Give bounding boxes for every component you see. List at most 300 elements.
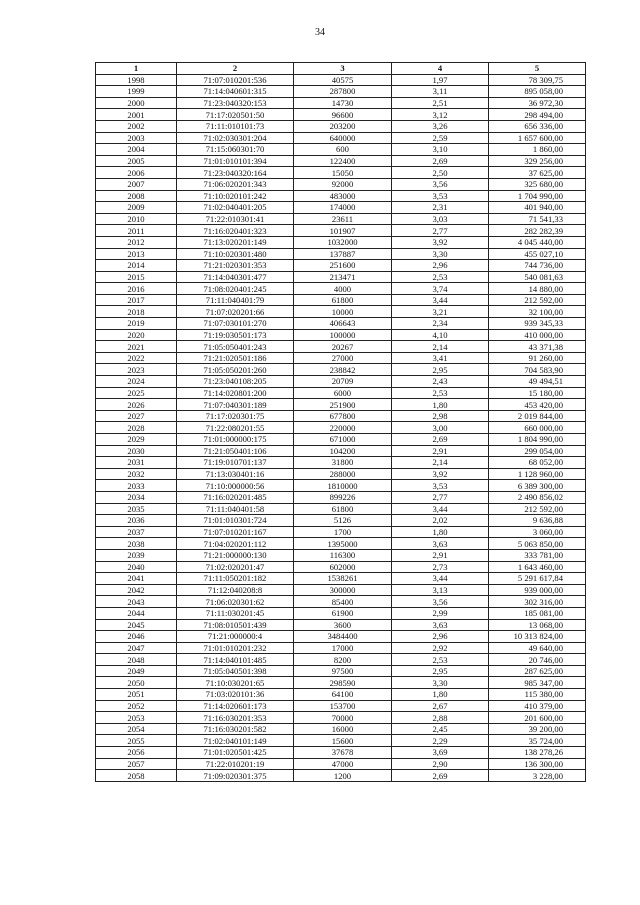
table-cell-col4: 2,96 xyxy=(392,260,489,272)
table-cell-col1: 2017 xyxy=(96,294,177,306)
table-row xyxy=(96,74,586,86)
table-row xyxy=(96,155,586,167)
table-row xyxy=(96,225,586,237)
table-cell-col3: 96600 xyxy=(294,109,392,121)
table-cell-col1: 2045 xyxy=(96,619,177,631)
table-cell-col4: 4,10 xyxy=(392,329,489,341)
table-cell-col1: 2039 xyxy=(96,549,177,561)
table-cell-col1: 2001 xyxy=(96,109,177,121)
table-cell-col1: 2043 xyxy=(96,596,177,608)
table-cell-col2: 71:07:010201:536 xyxy=(177,74,294,86)
table-cell-col3: 298590 xyxy=(294,677,392,689)
table-cell-col2: 71:21:050401:106 xyxy=(177,445,294,457)
table-row xyxy=(96,538,586,550)
table-cell-col1: 2040 xyxy=(96,561,177,573)
table-cell-col4: 3,53 xyxy=(392,190,489,202)
table-cell-col4: 2,53 xyxy=(392,271,489,283)
table-cell-col5: 13 068,00 xyxy=(489,619,586,631)
table-cell-col2: 71:08:020401:245 xyxy=(177,283,294,295)
table-cell-col2: 71:01:010201:232 xyxy=(177,642,294,654)
table-cell-col4: 2,77 xyxy=(392,491,489,503)
table-cell-col1: 2012 xyxy=(96,236,177,248)
table-cell-col2: 71:02:040101:149 xyxy=(177,735,294,747)
table-cell-col5: 656 336,00 xyxy=(489,120,586,132)
table-cell-col5: 36 972,30 xyxy=(489,97,586,109)
table-cell-col1: 2003 xyxy=(96,132,177,144)
table-cell-col5: 1 128 960,00 xyxy=(489,468,586,480)
table-cell-col1: 2020 xyxy=(96,329,177,341)
table-cell-col2: 71:02:040401:205 xyxy=(177,202,294,214)
table-cell-col2: 71:21:000000:130 xyxy=(177,549,294,561)
table-cell-col2: 71:07:020201:66 xyxy=(177,306,294,318)
table-row xyxy=(96,120,586,132)
table-cell-col2: 71:17:020301:75 xyxy=(177,410,294,422)
table-cell-col5: 15 180,00 xyxy=(489,387,586,399)
table-row xyxy=(96,596,586,608)
table-cell-col3: 671000 xyxy=(294,434,392,446)
table-row xyxy=(96,642,586,654)
table-row xyxy=(96,422,586,434)
table-cell-col2: 71:11:030201:45 xyxy=(177,607,294,619)
table-row xyxy=(96,410,586,422)
table-cell-col3: 288000 xyxy=(294,468,392,480)
table-row xyxy=(96,190,586,202)
table-cell-col1: 2026 xyxy=(96,399,177,411)
table-cell-col2: 71:01:010301:724 xyxy=(177,515,294,527)
table-cell-col5: 302 316,00 xyxy=(489,596,586,608)
table-cell-col3: 1700 xyxy=(294,526,392,538)
table-cell-col4: 3,13 xyxy=(392,584,489,596)
column-header: 5 xyxy=(489,63,586,75)
table-cell-col5: 2 019 844,00 xyxy=(489,410,586,422)
table-cell-col4: 2,90 xyxy=(392,758,489,770)
table-cell-col4: 3,92 xyxy=(392,236,489,248)
table-row xyxy=(96,329,586,341)
table-cell-col5: 744 736,00 xyxy=(489,260,586,272)
table-cell-col2: 71:01:000000:175 xyxy=(177,434,294,446)
table-cell-col3: 213471 xyxy=(294,271,392,283)
table-cell-col2: 71:03:020101:36 xyxy=(177,689,294,701)
table-cell-col1: 2005 xyxy=(96,155,177,167)
table-cell-col5: 2 490 856,02 xyxy=(489,491,586,503)
table-cell-col1: 2041 xyxy=(96,573,177,585)
table-cell-col2: 71:21:020501:186 xyxy=(177,352,294,364)
table-cell-col3: 17000 xyxy=(294,642,392,654)
table-cell-col4: 1,80 xyxy=(392,689,489,701)
table-cell-col4: 2,69 xyxy=(392,770,489,782)
table-cell-col5: 138 278,26 xyxy=(489,747,586,759)
table-cell-col4: 3,63 xyxy=(392,538,489,550)
table-cell-col1: 2033 xyxy=(96,480,177,492)
table-cell-col3: 104200 xyxy=(294,445,392,457)
table-cell-col3: 100000 xyxy=(294,329,392,341)
table-cell-col5: 939 345,33 xyxy=(489,318,586,330)
table-cell-col2: 71:16:020201:485 xyxy=(177,491,294,503)
table-cell-col3: 600 xyxy=(294,144,392,156)
table-cell-col3: 97500 xyxy=(294,665,392,677)
table-cell-col2: 71:22:010201:19 xyxy=(177,758,294,770)
table-cell-col5: 43 371,38 xyxy=(489,341,586,353)
table-cell-col5: 115 380,00 xyxy=(489,689,586,701)
table-row xyxy=(96,747,586,759)
table-cell-col3: 27000 xyxy=(294,352,392,364)
table-cell-col3: 483000 xyxy=(294,190,392,202)
table-row xyxy=(96,144,586,156)
table-cell-col2: 71:21:000000:4 xyxy=(177,631,294,643)
table-cell-col2: 71:16:030201:353 xyxy=(177,712,294,724)
table-cell-col4: 2,53 xyxy=(392,654,489,666)
table-cell-col4: 3,56 xyxy=(392,178,489,190)
table-row xyxy=(96,86,586,98)
table-cell-col4: 3,53 xyxy=(392,480,489,492)
table-cell-col2: 71:19:010701:137 xyxy=(177,457,294,469)
column-header: 2 xyxy=(177,63,294,75)
table-cell-col1: 2011 xyxy=(96,225,177,237)
table-cell-col3: 3600 xyxy=(294,619,392,631)
table-cell-col1: 2044 xyxy=(96,607,177,619)
table-cell-col3: 23611 xyxy=(294,213,392,225)
table-cell-col2: 71:23:040320:153 xyxy=(177,97,294,109)
table-row xyxy=(96,283,586,295)
table-cell-col1: 2046 xyxy=(96,631,177,643)
table-cell-col4: 3,74 xyxy=(392,283,489,295)
table-cell-col1: 2047 xyxy=(96,642,177,654)
table-cell-col5: 37 625,00 xyxy=(489,167,586,179)
table-cell-col4: 2,77 xyxy=(392,225,489,237)
table-cell-col1: 1999 xyxy=(96,86,177,98)
table-cell-col1: 2014 xyxy=(96,260,177,272)
page-number: 34 xyxy=(315,27,325,38)
table-cell-col4: 2,91 xyxy=(392,549,489,561)
table-cell-col4: 2,98 xyxy=(392,410,489,422)
table-cell-col5: 895 058,00 xyxy=(489,86,586,98)
table-cell-col2: 71:16:030201:582 xyxy=(177,723,294,735)
table-row xyxy=(96,549,586,561)
table-row xyxy=(96,654,586,666)
table-cell-col4: 1,97 xyxy=(392,74,489,86)
table-cell-col3: 116300 xyxy=(294,549,392,561)
table-cell-col4: 3,44 xyxy=(392,503,489,515)
table-cell-col3: 1395000 xyxy=(294,538,392,550)
table-cell-col4: 3,69 xyxy=(392,747,489,759)
table-cell-col1: 2006 xyxy=(96,167,177,179)
table-cell-col1: 2031 xyxy=(96,457,177,469)
table-cell-col4: 2,50 xyxy=(392,167,489,179)
table-cell-col3: 3484400 xyxy=(294,631,392,643)
table-cell-col3: 61800 xyxy=(294,503,392,515)
table-cell-col5: 32 100,00 xyxy=(489,306,586,318)
table-cell-col3: 406643 xyxy=(294,318,392,330)
table-cell-col3: 40575 xyxy=(294,74,392,86)
table-cell-col5: 540 081,63 xyxy=(489,271,586,283)
table-cell-col1: 2022 xyxy=(96,352,177,364)
table-cell-col2: 71:10:020101:242 xyxy=(177,190,294,202)
table-cell-col5: 939 000,00 xyxy=(489,584,586,596)
table-cell-col2: 71:22:010301:41 xyxy=(177,213,294,225)
table-cell-col1: 2035 xyxy=(96,503,177,515)
table-cell-col5: 3 228,00 xyxy=(489,770,586,782)
table-cell-col3: 5126 xyxy=(294,515,392,527)
table-cell-col4: 3,63 xyxy=(392,619,489,631)
table-row xyxy=(96,491,586,503)
table-cell-col1: 2025 xyxy=(96,387,177,399)
table-cell-col5: 10 313 824,00 xyxy=(489,631,586,643)
table-cell-col5: 20 746,00 xyxy=(489,654,586,666)
table-cell-col2: 71:17:020501:50 xyxy=(177,109,294,121)
table-cell-col4: 3,11 xyxy=(392,86,489,98)
table-row xyxy=(96,584,586,596)
table-cell-col3: 14730 xyxy=(294,97,392,109)
table-cell-col2: 71:07:030101:270 xyxy=(177,318,294,330)
table-row xyxy=(96,294,586,306)
table-row xyxy=(96,700,586,712)
table-row xyxy=(96,364,586,376)
table-cell-col3: 251600 xyxy=(294,260,392,272)
table-row xyxy=(96,306,586,318)
table-row xyxy=(96,167,586,179)
table-cell-col1: 2051 xyxy=(96,689,177,701)
table-cell-col1: 2054 xyxy=(96,723,177,735)
table-cell-col3: 238842 xyxy=(294,364,392,376)
table-cell-col4: 3,03 xyxy=(392,213,489,225)
table-cell-col1: 2037 xyxy=(96,526,177,538)
table-cell-col1: 2030 xyxy=(96,445,177,457)
table-cell-col3: 1810000 xyxy=(294,480,392,492)
column-header: 4 xyxy=(392,63,489,75)
land-plot-table xyxy=(95,62,586,782)
table-cell-col5: 91 260,00 xyxy=(489,352,586,364)
table-cell-col2: 71:16:020401:323 xyxy=(177,225,294,237)
table-cell-col4: 3,56 xyxy=(392,596,489,608)
table-cell-col4: 2,73 xyxy=(392,561,489,573)
table-cell-col1: 2018 xyxy=(96,306,177,318)
table-cell-col2: 71:15:060301:70 xyxy=(177,144,294,156)
table-row xyxy=(96,735,586,747)
table-row xyxy=(96,770,586,782)
table-cell-col5: 282 282,39 xyxy=(489,225,586,237)
table-row xyxy=(96,677,586,689)
table-cell-col1: 2002 xyxy=(96,120,177,132)
table-cell-col5: 1 860,00 xyxy=(489,144,586,156)
table-cell-col1: 2048 xyxy=(96,654,177,666)
table-cell-col2: 71:14:020801:200 xyxy=(177,387,294,399)
table-cell-col5: 1 704 990,00 xyxy=(489,190,586,202)
table-cell-col1: 2010 xyxy=(96,213,177,225)
table-cell-col3: 300000 xyxy=(294,584,392,596)
table-cell-col3: 1538261 xyxy=(294,573,392,585)
table-cell-col3: 4000 xyxy=(294,283,392,295)
table-cell-col3: 16000 xyxy=(294,723,392,735)
table-cell-col4: 2,14 xyxy=(392,341,489,353)
table-cell-col4: 2,96 xyxy=(392,631,489,643)
table-cell-col2: 71:11:010101:73 xyxy=(177,120,294,132)
table-cell-col5: 14 880,00 xyxy=(489,283,586,295)
table-cell-col3: 47000 xyxy=(294,758,392,770)
table-cell-col4: 2,14 xyxy=(392,457,489,469)
table-cell-col2: 71:01:010101:394 xyxy=(177,155,294,167)
table-row xyxy=(96,445,586,457)
table-cell-col1: 2057 xyxy=(96,758,177,770)
table-cell-col2: 71:19:030501:173 xyxy=(177,329,294,341)
table-row xyxy=(96,561,586,573)
table-row xyxy=(96,758,586,770)
table-cell-col5: 4 045 440,00 xyxy=(489,236,586,248)
table-cell-col2: 71:11:050201:182 xyxy=(177,573,294,585)
table-cell-col3: 220000 xyxy=(294,422,392,434)
table-cell-col4: 2,02 xyxy=(392,515,489,527)
table-row xyxy=(96,97,586,109)
table-cell-col2: 71:05:040501:398 xyxy=(177,665,294,677)
table-cell-col3: 153700 xyxy=(294,700,392,712)
table-cell-col4: 3,44 xyxy=(392,294,489,306)
table-cell-col3: 31800 xyxy=(294,457,392,469)
table-cell-col5: 453 420,00 xyxy=(489,399,586,411)
table-cell-col5: 985 347,00 xyxy=(489,677,586,689)
table-cell-col4: 2,45 xyxy=(392,723,489,735)
table-cell-col2: 71:10:030201:65 xyxy=(177,677,294,689)
table-cell-col3: 1032000 xyxy=(294,236,392,248)
table-cell-col5: 212 592,00 xyxy=(489,294,586,306)
table-row xyxy=(96,399,586,411)
table-cell-col3: 251900 xyxy=(294,399,392,411)
table-cell-col3: 899226 xyxy=(294,491,392,503)
table-row xyxy=(96,665,586,677)
table-row xyxy=(96,178,586,190)
table-cell-col2: 71:02:030301:204 xyxy=(177,132,294,144)
table-cell-col1: 2028 xyxy=(96,422,177,434)
table-cell-col1: 1998 xyxy=(96,74,177,86)
table-cell-col1: 2000 xyxy=(96,97,177,109)
table-cell-col3: 1200 xyxy=(294,770,392,782)
table-cell-col4: 2,59 xyxy=(392,132,489,144)
table-cell-col5: 71 541,33 xyxy=(489,213,586,225)
table-cell-col1: 2029 xyxy=(96,434,177,446)
table-cell-col5: 201 600,00 xyxy=(489,712,586,724)
table-row xyxy=(96,352,586,364)
table-cell-col1: 2009 xyxy=(96,202,177,214)
table-row xyxy=(96,723,586,735)
table-cell-col5: 212 592,00 xyxy=(489,503,586,515)
table-cell-col4: 3,41 xyxy=(392,352,489,364)
table-row xyxy=(96,318,586,330)
table-cell-col2: 71:10:000000:56 xyxy=(177,480,294,492)
table-cell-col2: 71:22:080201:55 xyxy=(177,422,294,434)
column-header: 1 xyxy=(96,63,177,75)
table-cell-col3: 85400 xyxy=(294,596,392,608)
table-row xyxy=(96,434,586,446)
table-cell-col5: 3 060,00 xyxy=(489,526,586,538)
table-cell-col2: 71:10:020301:480 xyxy=(177,248,294,260)
table-cell-col3: 15600 xyxy=(294,735,392,747)
table-cell-col1: 2038 xyxy=(96,538,177,550)
table-cell-col4: 3,26 xyxy=(392,120,489,132)
table-cell-col5: 410 000,00 xyxy=(489,329,586,341)
table-cell-col5: 299 054,00 xyxy=(489,445,586,457)
table-row xyxy=(96,132,586,144)
table-cell-col2: 71:07:040301:189 xyxy=(177,399,294,411)
table-cell-col5: 1 804 990,00 xyxy=(489,434,586,446)
table-cell-col4: 2,99 xyxy=(392,607,489,619)
table-row xyxy=(96,109,586,121)
table-cell-col5: 329 256,00 xyxy=(489,155,586,167)
table-cell-col1: 2050 xyxy=(96,677,177,689)
table-cell-col3: 37678 xyxy=(294,747,392,759)
table-cell-col1: 2053 xyxy=(96,712,177,724)
table-cell-col1: 2013 xyxy=(96,248,177,260)
table-cell-col4: 2,53 xyxy=(392,387,489,399)
table-row xyxy=(96,248,586,260)
table-body xyxy=(96,74,586,781)
table-cell-col5: 410 379,00 xyxy=(489,700,586,712)
table-cell-col1: 2036 xyxy=(96,515,177,527)
table-cell-col4: 2,88 xyxy=(392,712,489,724)
table-cell-col4: 2,31 xyxy=(392,202,489,214)
table-cell-col3: 8200 xyxy=(294,654,392,666)
table-cell-col4: 2,95 xyxy=(392,364,489,376)
table-cell-col2: 71:21:020301:353 xyxy=(177,260,294,272)
table-cell-col3: 287800 xyxy=(294,86,392,98)
table-cell-col3: 15050 xyxy=(294,167,392,179)
table-cell-col5: 6 389 300,00 xyxy=(489,480,586,492)
table-cell-col5: 68 052,00 xyxy=(489,457,586,469)
table-cell-col5: 401 940,00 xyxy=(489,202,586,214)
table-row xyxy=(96,457,586,469)
table-cell-col5: 325 680,00 xyxy=(489,178,586,190)
table-cell-col4: 3,21 xyxy=(392,306,489,318)
table-cell-col1: 2004 xyxy=(96,144,177,156)
table-cell-col2: 71:05:050201:260 xyxy=(177,364,294,376)
table-cell-col1: 2049 xyxy=(96,665,177,677)
table-row xyxy=(96,503,586,515)
table-cell-col3: 101907 xyxy=(294,225,392,237)
table-cell-col3: 70000 xyxy=(294,712,392,724)
table-cell-col3: 203200 xyxy=(294,120,392,132)
table-row xyxy=(96,213,586,225)
table-cell-col4: 2,29 xyxy=(392,735,489,747)
table-cell-col3: 64100 xyxy=(294,689,392,701)
table-cell-col5: 333 781,00 xyxy=(489,549,586,561)
table-cell-col2: 71:01:020501:425 xyxy=(177,747,294,759)
table-row xyxy=(96,689,586,701)
table-cell-col4: 2,67 xyxy=(392,700,489,712)
table-row xyxy=(96,526,586,538)
table-cell-col4: 2,92 xyxy=(392,642,489,654)
table-cell-col4: 3,30 xyxy=(392,248,489,260)
table-cell-col2: 71:08:010501:439 xyxy=(177,619,294,631)
table-cell-col5: 1 657 600,00 xyxy=(489,132,586,144)
table-cell-col4: 2,69 xyxy=(392,434,489,446)
table-cell-col3: 677800 xyxy=(294,410,392,422)
table-cell-col2: 71:23:040108:205 xyxy=(177,376,294,388)
table-cell-col2: 71:13:030401:16 xyxy=(177,468,294,480)
table-cell-col4: 2,43 xyxy=(392,376,489,388)
table-cell-col1: 2056 xyxy=(96,747,177,759)
table-row xyxy=(96,260,586,272)
table-cell-col1: 2019 xyxy=(96,318,177,330)
table-row xyxy=(96,236,586,248)
column-header: 3 xyxy=(294,63,392,75)
table-cell-col3: 61900 xyxy=(294,607,392,619)
table-cell-col4: 2,69 xyxy=(392,155,489,167)
table-row xyxy=(96,387,586,399)
table-cell-col1: 2016 xyxy=(96,283,177,295)
table-cell-col1: 2058 xyxy=(96,770,177,782)
table-cell-col5: 35 724,00 xyxy=(489,735,586,747)
table-cell-col2: 71:14:040601:315 xyxy=(177,86,294,98)
table-cell-col1: 2034 xyxy=(96,491,177,503)
table-cell-col5: 49 494,51 xyxy=(489,376,586,388)
table-cell-col5: 5 291 617,84 xyxy=(489,573,586,585)
